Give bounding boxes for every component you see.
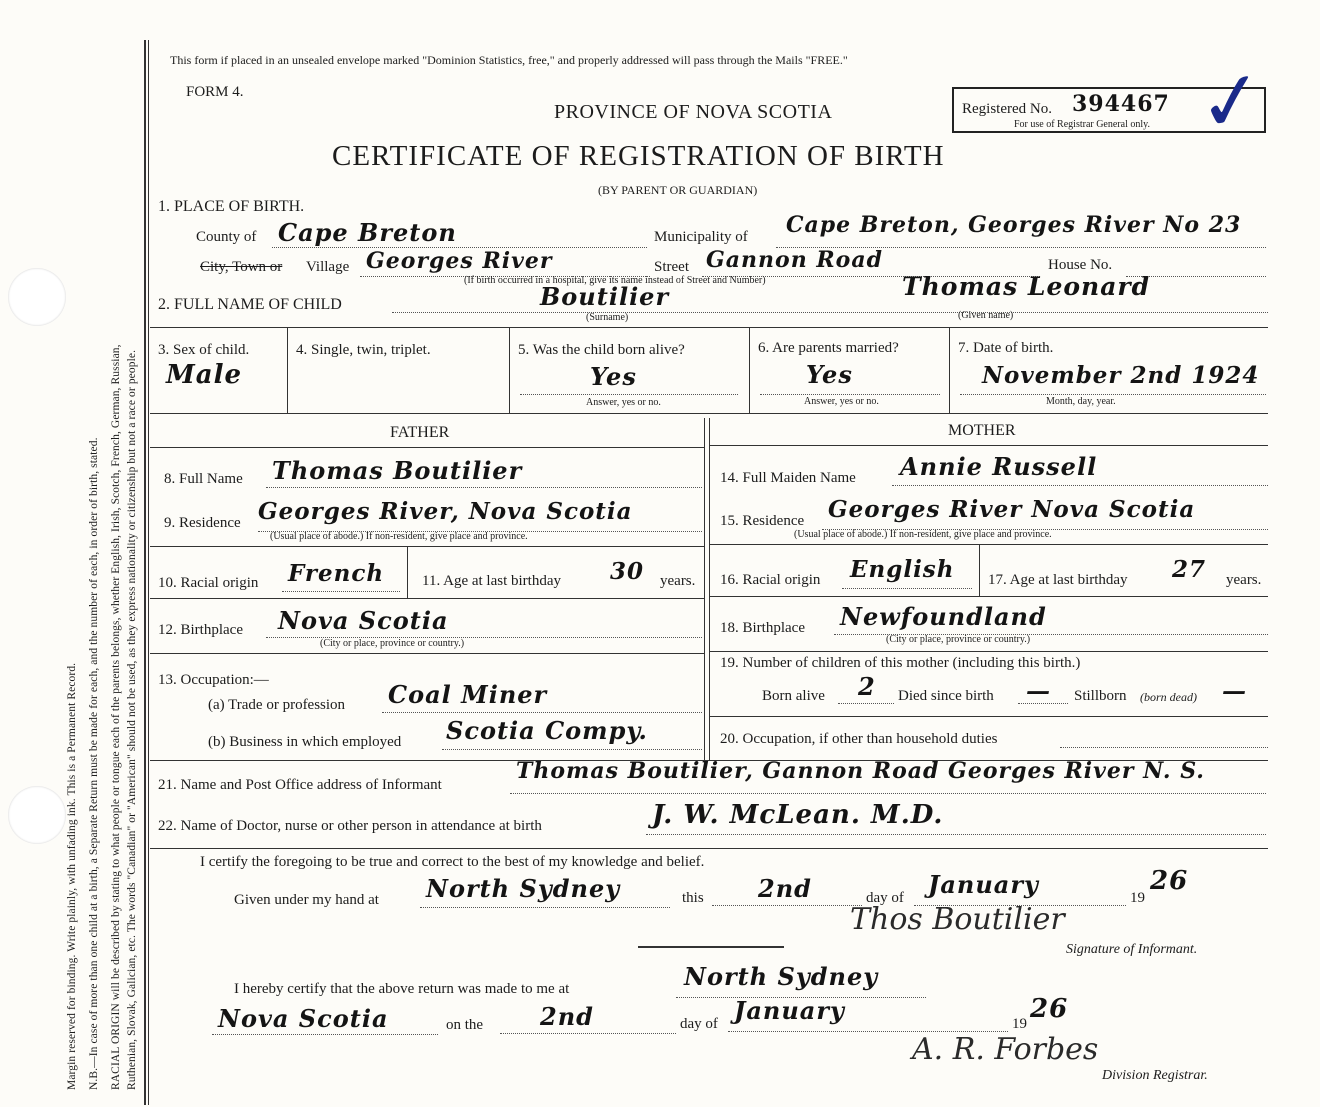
mother-racial-label: 16. Racial origin xyxy=(720,572,821,588)
father-birthplace-label: 12. Birthplace xyxy=(158,622,243,638)
municipality-value: Cape Breton, Georges River No 23 xyxy=(786,212,1242,238)
informant-certification-statement: I certify the foregoing to be true and correct to the best of my knowledge and belief. xyxy=(200,854,705,870)
place-of-birth-heading: 1. PLACE OF BIRTH. xyxy=(158,198,305,215)
parents-married-label: 6. Are parents married? xyxy=(758,340,899,356)
child-full-name-label: 2. FULL NAME OF CHILD xyxy=(158,296,342,313)
stillborn-note: (born dead) xyxy=(1140,690,1197,704)
binding-margin xyxy=(0,0,140,1107)
given-at-label: Given under my hand at xyxy=(234,892,379,908)
father-residence-label: 9. Residence xyxy=(164,515,241,531)
plurality-label: 4. Single, twin, triplet. xyxy=(296,342,431,358)
date-of-birth-note: Month, day, year. xyxy=(1046,396,1116,407)
father-business-value: Scotia Compy. xyxy=(446,716,648,745)
given-day-of-label: day of xyxy=(866,890,904,906)
father-occupation-label: 13. Occupation:— xyxy=(158,672,269,688)
registrar-certification-statement: I hereby certify that the above return was made to me at xyxy=(234,981,570,997)
stillborn-value: — xyxy=(1222,676,1247,705)
died-since-birth-label: Died since birth xyxy=(898,688,994,704)
registrar-signature-label: Division Registrar. xyxy=(1102,1068,1208,1083)
date-of-birth-label: 7. Date of birth. xyxy=(958,340,1054,356)
margin-instruction-racial-origin: RACIAL ORIGIN will be described by stating to what people or tongue each of the parents belongs, whether English, Irish, Scotch, French, German, Russian, xyxy=(110,344,122,1090)
father-residence-value: Georges River, Nova Scotia xyxy=(258,498,633,525)
father-racial-value: French xyxy=(288,560,385,587)
born-alive-note: Answer, yes or no. xyxy=(586,397,661,408)
registrar-month-value: January xyxy=(734,996,845,1025)
doctor-value: J. W. McLean. M.D. xyxy=(652,800,944,830)
mother-years-label: years. xyxy=(1226,572,1262,588)
given-this-label: this xyxy=(682,890,704,906)
hospital-note: (If birth occurred in a hospital, give its name instead of Street and Number) xyxy=(464,275,766,286)
municipality-label: Municipality of xyxy=(654,229,748,245)
father-years-label: years. xyxy=(660,573,696,589)
village-label: Village xyxy=(306,259,350,275)
margin-instruction-binding: Margin reserved for binding. Write plainly, with unfading ink. This is a Permanent Record. xyxy=(66,662,78,1090)
punch-hole-bottom xyxy=(8,786,66,844)
registrar-day-value: 2nd xyxy=(540,1002,594,1031)
village-value: Georges River xyxy=(366,248,553,274)
informant-signature: Thos Boutilier xyxy=(850,902,1065,937)
given-at-place: North Sydney xyxy=(426,874,621,903)
mother-birthplace-value: Newfoundland xyxy=(840,602,1047,631)
parents-married-note: Answer, yes or no. xyxy=(804,396,879,407)
father-age-value: 30 xyxy=(610,558,645,585)
informant-signature-label: Signature of Informant. xyxy=(1066,942,1198,957)
house-number-label: House No. xyxy=(1048,257,1113,273)
father-business-label: (b) Business in which employed xyxy=(208,734,402,750)
father-age-label: 11. Age at last birthday xyxy=(422,573,561,589)
city-town-struck: City, Town or xyxy=(200,259,283,275)
father-trade-value: Coal Miner xyxy=(388,680,548,709)
certificate-title: CERTIFICATE OF REGISTRATION OF BIRTH xyxy=(332,140,945,172)
province-heading: PROVINCE OF NOVA SCOTIA xyxy=(554,101,833,123)
born-alive-value: Yes xyxy=(590,362,637,391)
father-name-value: Thomas Boutilier xyxy=(272,456,523,485)
registrar-day-of-label: day of xyxy=(680,1016,718,1032)
mother-children-label: 19. Number of children of this mother (including this birth.) xyxy=(720,655,1081,671)
registered-number: 394467 xyxy=(1072,91,1170,117)
form-number: FORM 4. xyxy=(186,84,244,100)
check-mark-icon: ✓ xyxy=(1191,50,1272,153)
mother-residence-label: 15. Residence xyxy=(720,513,805,529)
child-given-name: Thomas Leonard xyxy=(902,272,1151,301)
mother-heading: MOTHER xyxy=(948,422,1016,439)
sex-label: 3. Sex of child. xyxy=(158,342,250,358)
mother-age-label: 17. Age at last birthday xyxy=(988,572,1128,588)
street-label: Street xyxy=(654,259,689,275)
given-year-prefix: 19 xyxy=(1130,890,1145,906)
county-value: Cape Breton xyxy=(278,218,457,247)
registrar-signature: A. R. Forbes xyxy=(912,1032,1099,1067)
informant-label: 21. Name and Post Office address of Informant xyxy=(158,777,442,793)
doctor-label: 22. Name of Doctor, nurse or other person in attendance at birth xyxy=(158,818,542,834)
mother-residence-value: Georges River Nova Scotia xyxy=(828,496,1196,523)
margin-instruction-multiple-births: N.B.—In case of more than one child at a birth, a Separate Return must be made for each, and the number of each, in order of birth, stated. xyxy=(88,437,100,1090)
mother-abode-note: (Usual place of abode.) If non-resident, give place and province. xyxy=(794,529,1052,540)
mail-notice: This form if placed in an unsealed envelope marked "Dominion Statistics, free," and properly addressed will pass through the Mails "FREE." xyxy=(170,53,848,67)
margin-instruction-racial-origin-cont: Ruthenian, Slovak, Galician, etc. The words "Canadian" or "American" should not be used, as they express nationality or citizenship but not a race or people. xyxy=(126,349,138,1090)
father-name-label: 8. Full Name xyxy=(164,471,243,487)
sex-value: Male xyxy=(166,360,243,390)
county-label: County of xyxy=(196,229,257,245)
given-name-note: (Given name) xyxy=(958,310,1014,321)
certificate-subtitle: (BY PARENT OR GUARDIAN) xyxy=(598,183,758,197)
child-surname: Boutilier xyxy=(540,282,670,311)
died-since-birth-value: — xyxy=(1026,676,1051,705)
parents-married-value: Yes xyxy=(806,360,853,389)
mother-name-value: Annie Russell xyxy=(900,452,1098,481)
registrar-place-2: Nova Scotia xyxy=(218,1004,389,1033)
punch-hole-top xyxy=(8,268,66,326)
mother-birthplace-note: (City or place, province or country.) xyxy=(886,634,1031,645)
registrar-year-suffix: 26 xyxy=(1030,994,1069,1024)
stillborn-label: Stillborn xyxy=(1074,688,1127,704)
father-abode-note: (Usual place of abode.) If non-resident, give place and province. xyxy=(270,531,528,542)
father-racial-label: 10. Racial origin xyxy=(158,575,259,591)
mother-occupation-label: 20. Occupation, if other than household duties xyxy=(720,731,998,747)
street-value: Gannon Road xyxy=(706,247,883,273)
date-of-birth-value: November 2nd 1924 xyxy=(982,362,1260,389)
born-alive-count-label: Born alive xyxy=(762,688,825,704)
registrar-on-the-label: on the xyxy=(446,1017,484,1033)
born-alive-label: 5. Was the child born alive? xyxy=(518,342,685,358)
father-birthplace-value: Nova Scotia xyxy=(278,606,449,635)
mother-name-label: 14. Full Maiden Name xyxy=(720,470,856,486)
informant-value: Thomas Boutilier, Gannon Road Georges River N. S. xyxy=(516,758,1205,784)
registrar-year-prefix: 19 xyxy=(1012,1016,1027,1032)
father-birthplace-note: (City or place, province or country.) xyxy=(320,638,465,649)
margin-rule xyxy=(144,40,146,1105)
mother-racial-value: English xyxy=(850,556,955,583)
given-year-suffix: 26 xyxy=(1150,866,1189,896)
registered-number-label: Registered No. xyxy=(962,101,1052,117)
surname-note: (Surname) xyxy=(586,312,629,323)
registrar-general-note: For use of Registrar General only. xyxy=(1014,119,1150,130)
given-day-value: 2nd xyxy=(758,874,812,903)
given-month-value: January xyxy=(928,870,1039,899)
margin-rule-inner xyxy=(148,40,149,1105)
registrar-place-1: North Sydney xyxy=(684,962,879,991)
father-heading: FATHER xyxy=(390,424,450,441)
father-trade-label: (a) Trade or profession xyxy=(208,697,346,713)
mother-age-value: 27 xyxy=(1172,556,1207,583)
born-alive-count-value: 2 xyxy=(858,672,876,701)
mother-birthplace-label: 18. Birthplace xyxy=(720,620,805,636)
